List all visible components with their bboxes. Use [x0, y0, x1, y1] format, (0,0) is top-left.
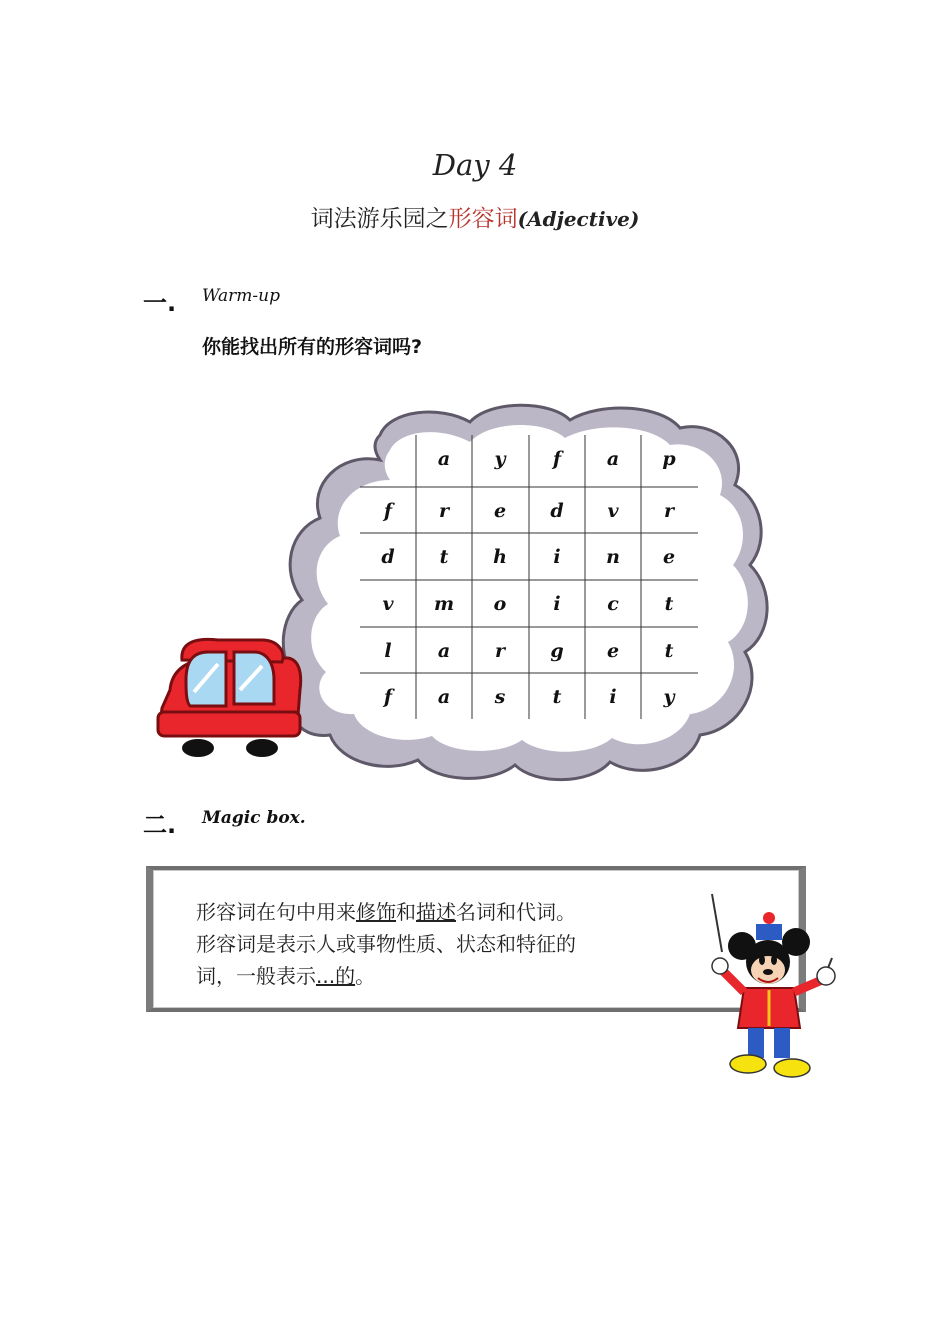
grid-cell: f: [383, 685, 393, 708]
section2-title: Magic box.: [202, 808, 306, 828]
magic-box-text: [196, 896, 576, 992]
grid-cell: n: [606, 545, 620, 568]
grid-cell: v: [607, 499, 619, 522]
grid-cell: e: [606, 639, 620, 662]
grid-cell: m: [433, 592, 455, 615]
grid-cell: r: [494, 639, 505, 662]
grid-cell: a: [437, 639, 451, 662]
section1-number: 一.: [143, 289, 177, 317]
subtitle-english: (Adjective): [517, 207, 640, 231]
magic-box-line-2: 形容词是表示人或事物性质、状态和特征的: [196, 932, 576, 956]
magic-box-line-1: 形容词在句中用来修饰和描述名词和代词。: [196, 900, 576, 924]
grid-cell: f: [383, 499, 393, 522]
grid-cell: r: [663, 499, 674, 522]
subtitle-highlight: 形容词: [448, 206, 518, 232]
grid-cell: t: [664, 639, 674, 662]
subtitle-prefix: 词法游乐园之: [310, 206, 449, 232]
grid-cell: r: [438, 499, 449, 522]
grid-cell: a: [437, 447, 451, 470]
grid-cell: f: [552, 447, 562, 470]
grid-cell: t: [439, 545, 449, 568]
grid-cell: t: [664, 592, 674, 615]
page-title: Day 4: [432, 148, 518, 182]
grid-cell: h: [493, 545, 507, 568]
section1-title: Warm-up: [202, 286, 280, 306]
grid-cell: y: [494, 447, 506, 470]
grid-cell: i: [553, 592, 561, 615]
grid-cell: e: [493, 499, 507, 522]
grid-cell: c: [607, 592, 619, 615]
red-car-icon: [158, 639, 301, 757]
page-subtitle: [0, 200, 950, 233]
grid-cell: g: [550, 639, 564, 662]
magic-box-line-3: 词，一般表示...的。: [196, 964, 376, 988]
grid-cell: y: [663, 685, 675, 708]
grid-cell: t: [552, 685, 562, 708]
grid-cell: d: [381, 545, 395, 568]
grid-cell: l: [384, 639, 392, 662]
grid-cell: i: [553, 545, 561, 568]
grid-cell: i: [609, 685, 617, 708]
grid-cell: s: [494, 685, 506, 708]
letter-grid: [360, 435, 698, 719]
grid-cell: a: [606, 447, 620, 470]
cartoon-mouse-icon: [700, 888, 850, 1084]
grid-cell: v: [382, 592, 394, 615]
grid-cell: a: [437, 685, 451, 708]
grid-cell: o: [493, 592, 507, 615]
grid-cell: d: [550, 499, 564, 522]
grid-cell: [360, 435, 416, 482]
grid-cell: p: [662, 447, 676, 470]
section2-number: 二.: [143, 811, 177, 839]
warmup-question: 你能找出所有的形容词吗?: [202, 336, 423, 358]
grid-cell: e: [662, 545, 676, 568]
